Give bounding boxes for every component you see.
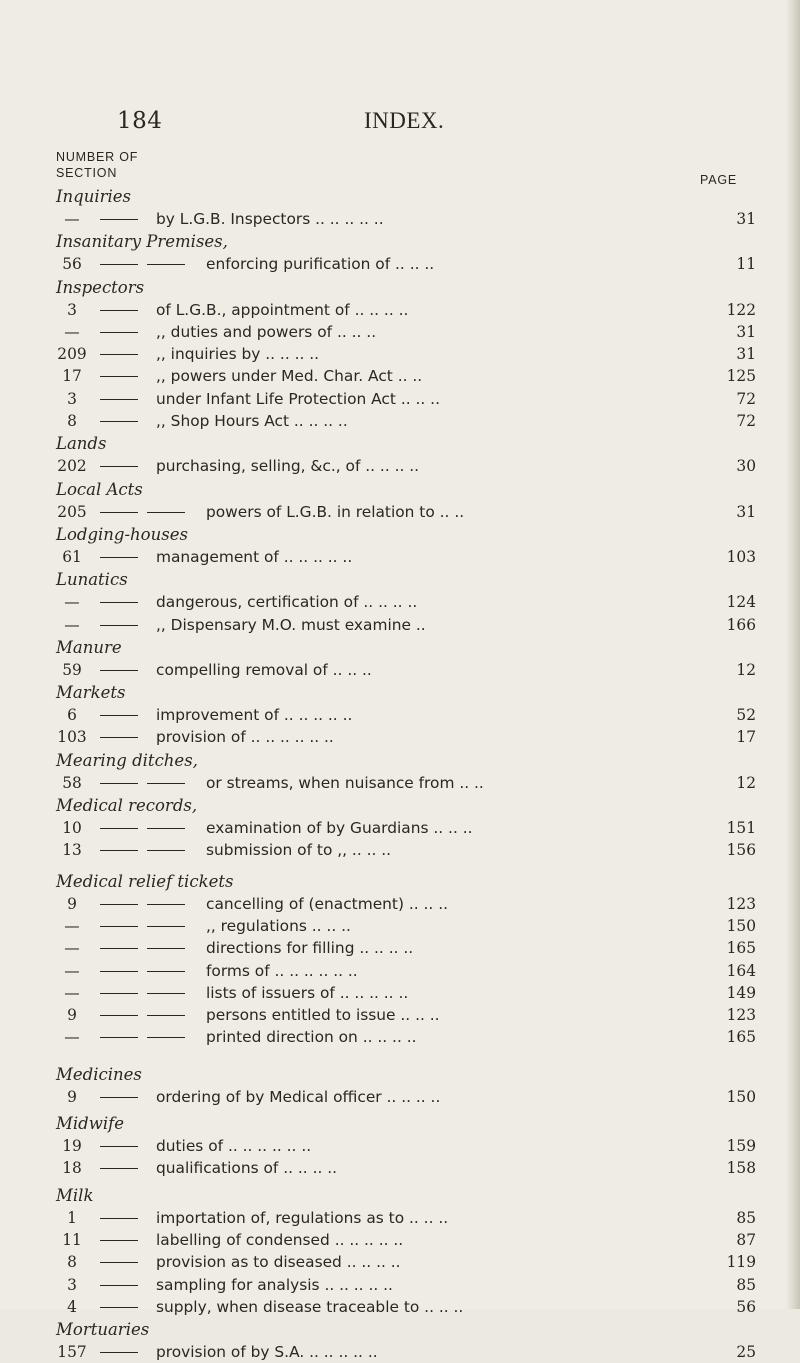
page-reference: 72 (736, 389, 756, 408)
page-reference: 103 (726, 547, 756, 566)
index-entry-row (56, 388, 756, 410)
index-entry-row (56, 321, 756, 343)
entry-text: persons entitled to issue .. .. .. (206, 1006, 440, 1025)
index-category (56, 523, 756, 568)
ditto-dash (100, 421, 138, 422)
index-category (56, 681, 756, 749)
index-category (56, 568, 756, 636)
section-number: 8 (67, 1253, 77, 1272)
section-number: 18 (62, 1159, 82, 1178)
ditto-dash (100, 1146, 138, 1147)
ditto-dash (147, 1015, 185, 1016)
entry-text: provision of .. .. .. .. .. .. (156, 728, 334, 747)
section-number: 58 (62, 773, 82, 792)
ditto-dash (147, 926, 185, 927)
index-entry-row (56, 937, 756, 959)
ditto-dash (100, 993, 138, 994)
ditto-dash (147, 971, 185, 972)
entry-text: provision of by S.A. .. .. .. .. .. (156, 1343, 378, 1362)
page-reference: 72 (736, 412, 756, 431)
entry-text: cancelling of (enactment) .. .. .. (206, 894, 448, 913)
index-entry-row (56, 614, 756, 636)
ditto-dash (100, 1015, 138, 1016)
page-reference: 165 (726, 1028, 756, 1047)
page-reference: 25 (736, 1343, 756, 1362)
entry-text: ordering of by Medical officer .. .. .. .. (156, 1087, 441, 1106)
index-entry-row (56, 1086, 756, 1108)
ditto-dash (100, 904, 138, 905)
ditto-dash (100, 737, 138, 738)
page-reference: 87 (736, 1230, 756, 1249)
ditto-dash (147, 783, 185, 784)
page-reference: 164 (726, 961, 756, 980)
entry-text: labelling of condensed .. .. .. .. .. (156, 1230, 404, 1249)
index-entry-row (56, 410, 756, 432)
ditto-dash (100, 783, 138, 784)
index-entry-row (56, 208, 756, 230)
ditto-dash (100, 670, 138, 671)
entry-text: lists of issuers of .. .. .. .. .. (206, 983, 409, 1002)
index-entry-row (56, 982, 756, 1004)
ditto-dash (100, 715, 138, 716)
category-heading: Local Acts (56, 479, 143, 499)
ditto-dash (147, 512, 185, 513)
index-category (56, 1112, 756, 1180)
section-column-heading-2: SECTION (56, 166, 118, 180)
entry-text: ,, regulations .. .. .. (206, 916, 351, 935)
entry-text: provision as to diseased .. .. .. .. (156, 1253, 401, 1272)
index-entry-row (56, 1341, 756, 1363)
entry-text: under Infant Life Protection Act .. .. .. (156, 389, 440, 408)
ditto-dash (147, 850, 185, 851)
section-column-heading-1: NUMBER OF (56, 150, 139, 164)
page-reference: 123 (726, 1006, 756, 1025)
category-heading: Inspectors (56, 277, 145, 297)
ditto-dash (100, 625, 138, 626)
entry-text: or streams, when nuisance from .. .. (206, 773, 484, 792)
ditto-dash (147, 993, 185, 994)
page-reference: 149 (726, 983, 756, 1002)
index-category (56, 276, 756, 433)
page-reference: 31 (736, 345, 756, 364)
section-number: 202 (57, 457, 87, 476)
ditto-dash (147, 264, 185, 265)
page-title: INDEX. (364, 108, 445, 133)
section-number: 19 (62, 1137, 82, 1156)
category-heading: Milk (56, 1185, 94, 1205)
entry-text: by L.G.B. Inspectors .. .. .. .. .. (156, 210, 384, 228)
page-reference: 123 (726, 894, 756, 913)
ditto-dash (100, 399, 138, 400)
page-reference: 124 (726, 593, 756, 612)
page-reference: 159 (726, 1137, 756, 1156)
section-number: — (64, 1028, 80, 1047)
entry-text: of L.G.B., appointment of .. .. .. .. (156, 300, 409, 319)
ditto-dash (100, 971, 138, 972)
section-number: 6 (67, 706, 77, 725)
entry-text: compelling removal of .. .. .. (156, 660, 372, 679)
category-heading: Lunatics (56, 570, 128, 590)
index-entries (56, 185, 756, 1363)
page-reference: 31 (736, 210, 756, 228)
entry-text: directions for filling .. .. .. .. (206, 939, 414, 958)
entry-text: dangerous, certification of .. .. .. .. (156, 593, 418, 612)
entry-text: ,, powers under Med. Char. Act .. .. (156, 367, 423, 386)
category-heading: Lands (56, 434, 107, 454)
index-entry-row (56, 1229, 756, 1251)
index-category (56, 1063, 756, 1108)
page-reference: 30 (736, 457, 756, 476)
entry-text: enforcing purification of .. .. .. (206, 255, 435, 274)
index-entry-row (56, 1251, 756, 1273)
page-reference: 122 (726, 300, 756, 319)
ditto-dash (100, 850, 138, 851)
page-reference: 85 (736, 1208, 756, 1227)
index-entry-row (56, 1296, 756, 1318)
index-category (56, 230, 756, 275)
section-number: — (64, 961, 80, 980)
entry-text: powers of L.G.B. in relation to .. .. (206, 502, 465, 521)
page-reference: 31 (736, 322, 756, 341)
ditto-dash (100, 512, 138, 513)
section-number: 11 (62, 1230, 82, 1249)
index-category (56, 870, 756, 1049)
entry-text: forms of .. .. .. .. .. .. (206, 961, 358, 980)
index-category (56, 794, 756, 862)
section-number: 3 (67, 300, 77, 319)
section-number: 3 (67, 1275, 77, 1294)
index-entry-row (56, 839, 756, 861)
section-number: 103 (57, 728, 87, 747)
section-number: 9 (67, 894, 77, 913)
category-heading: Mortuaries (56, 1320, 150, 1340)
index-category (56, 185, 756, 230)
section-number: — (64, 615, 80, 634)
index-entry-row (56, 893, 756, 915)
ditto-dash (100, 926, 138, 927)
entry-text: importation of, regulations as to .. .. .. (156, 1208, 449, 1227)
entry-text: supply, when disease traceable to .. .. .. (156, 1297, 464, 1316)
category-heading: Inquiries (56, 187, 132, 206)
section-number: 3 (67, 389, 77, 408)
index-entry-row (56, 455, 756, 477)
page-reference: 12 (736, 773, 756, 792)
entry-text: ,, Shop Hours Act .. .. .. .. (156, 412, 348, 431)
page-reference: 31 (736, 502, 756, 521)
page-reference: 150 (726, 1087, 756, 1106)
ditto-dash (100, 1097, 138, 1098)
page-edge (786, 0, 800, 1309)
ditto-dash (100, 1352, 138, 1353)
index-entry-row (56, 659, 756, 681)
index-entry-row (56, 501, 756, 523)
index-entry-row (56, 726, 756, 748)
section-number: 157 (57, 1343, 87, 1362)
index-category (56, 749, 756, 794)
ditto-dash (100, 557, 138, 558)
index-entry-row (56, 772, 756, 794)
page-reference: 125 (726, 367, 756, 386)
ditto-dash (100, 354, 138, 355)
entry-text: submission of to ,, .. .. .. (206, 841, 392, 860)
page-reference: 150 (726, 916, 756, 935)
page-reference: 151 (726, 819, 756, 838)
section-number: 1 (67, 1208, 77, 1227)
page-reference: 166 (726, 615, 756, 634)
ditto-dash (100, 602, 138, 603)
category-heading: Insanitary Premises, (56, 232, 228, 252)
page-column-heading: PAGE (700, 173, 738, 187)
section-number: 13 (62, 841, 82, 860)
index-category (56, 1184, 756, 1318)
section-number: 10 (62, 819, 82, 838)
index-entry-row (56, 1157, 756, 1179)
index-entry-row (56, 343, 756, 365)
page-number: 184 (117, 108, 163, 134)
index-category (56, 636, 756, 681)
ditto-dash (100, 828, 138, 829)
ditto-dash (147, 904, 185, 905)
category-heading: Markets (56, 683, 126, 703)
page-reference: 12 (736, 660, 756, 679)
category-heading: Medicines (56, 1064, 142, 1084)
index-entry-row (56, 960, 756, 982)
section-number: 8 (67, 412, 77, 431)
entry-text: purchasing, selling, &c., of .. .. .. .. (156, 457, 420, 476)
ditto-dash (100, 466, 138, 467)
page-reference: 56 (736, 1297, 756, 1316)
entry-text: improvement of .. .. .. .. .. (156, 706, 353, 725)
page-reference: 17 (736, 728, 756, 747)
ditto-dash (100, 310, 138, 311)
section-number: — (64, 983, 80, 1002)
index-entry-row (56, 817, 756, 839)
section-number: — (64, 210, 80, 228)
section-number: 9 (67, 1087, 77, 1106)
ditto-dash (100, 332, 138, 333)
ditto-dash (100, 219, 138, 220)
ditto-dash (100, 948, 138, 949)
section-number: — (64, 916, 80, 935)
section-number: 61 (62, 547, 82, 566)
entry-text: management of .. .. .. .. .. (156, 547, 353, 566)
category-heading: Midwife (56, 1114, 125, 1134)
ditto-dash (100, 1037, 138, 1038)
entry-text: qualifications of .. .. .. .. (156, 1159, 338, 1178)
index-entry-row (56, 1026, 756, 1048)
section-number: 205 (57, 502, 87, 521)
page-reference: 52 (736, 706, 756, 725)
page-reference: 85 (736, 1275, 756, 1294)
ditto-dash (100, 1262, 138, 1263)
index-entry-row (56, 915, 756, 937)
ditto-dash (147, 828, 185, 829)
entry-text: printed direction on .. .. .. .. (206, 1028, 417, 1047)
ditto-dash (100, 1285, 138, 1286)
index-entry-row (56, 1274, 756, 1296)
page-reference: 11 (736, 255, 756, 274)
category-heading: Manure (56, 637, 122, 657)
entry-text: sampling for analysis .. .. .. .. .. (156, 1275, 393, 1294)
section-number: — (64, 322, 80, 341)
ditto-dash (100, 1218, 138, 1219)
index-entry-row (56, 704, 756, 726)
entry-text: ,, duties and powers of .. .. .. (156, 322, 377, 341)
ditto-dash (100, 376, 138, 377)
section-number: 59 (62, 660, 82, 679)
category-heading: Medical records, (56, 796, 198, 816)
category-heading: Medical relief tickets (56, 871, 234, 891)
index-entry-row (56, 1004, 756, 1026)
entry-text: ,, Dispensary M.O. must examine .. (156, 615, 426, 634)
section-number: 9 (67, 1006, 77, 1025)
ditto-dash (100, 1307, 138, 1308)
page-reference: 119 (726, 1253, 756, 1272)
section-number: — (64, 593, 80, 612)
category-heading: Lodging-houses (56, 524, 188, 544)
entry-text: examination of by Guardians .. .. .. (206, 819, 473, 838)
index-entry-row (56, 546, 756, 568)
index-entry-row (56, 1207, 756, 1229)
page-reference: 156 (726, 841, 756, 860)
section-number: 209 (57, 345, 87, 364)
index-category (56, 432, 756, 477)
ditto-dash (100, 1168, 138, 1169)
section-number: 4 (67, 1297, 77, 1316)
ditto-dash (100, 264, 138, 265)
ditto-dash (147, 1037, 185, 1038)
entry-text: ,, inquiries by .. .. .. .. (156, 345, 320, 364)
page-reference: 165 (726, 939, 756, 958)
page-reference: 158 (726, 1159, 756, 1178)
index-entry-row (56, 299, 756, 321)
section-number: 17 (62, 367, 82, 386)
index-category (56, 478, 756, 523)
ditto-dash (147, 948, 185, 949)
category-heading: Mearing ditches, (56, 750, 198, 770)
ditto-dash (100, 1240, 138, 1241)
index-entry-row (56, 591, 756, 613)
index-entry-row (56, 253, 756, 275)
section-number: 56 (62, 255, 82, 274)
index-entry-row (56, 1135, 756, 1157)
entry-text: duties of .. .. .. .. .. .. (156, 1137, 312, 1156)
section-number: — (64, 939, 80, 958)
index-entry-row (56, 365, 756, 387)
index-category (56, 1318, 756, 1363)
